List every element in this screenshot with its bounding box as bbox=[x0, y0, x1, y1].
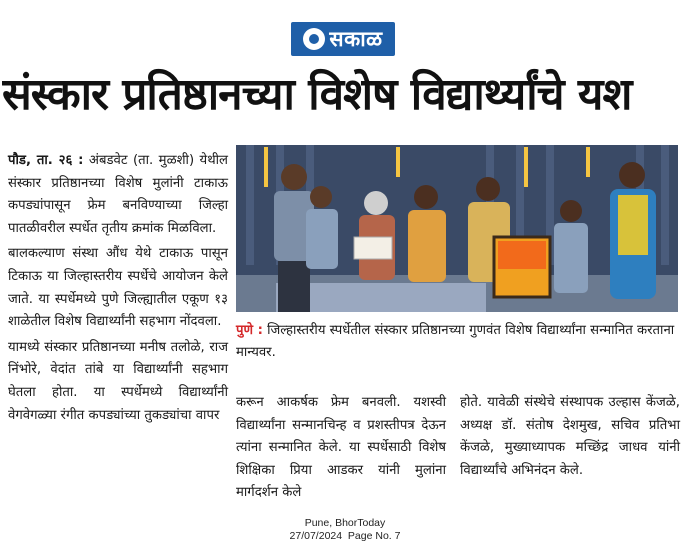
photo-caption bbox=[236, 320, 682, 364]
paragraph-1-text: अंबडवेट (ता. मुळशी) येथील संस्कार प्रतिष्ठानच्या विशेष मुलांनी टाकाऊ कपड्यांपासून फ्रेम बनविण्याच्या जिल्हा पातळीवरील स्पर्धेत तृतीय क्रमांक मिळविला. bbox=[8, 153, 228, 236]
footer-source: Pune, BhorToday bbox=[304, 517, 386, 529]
masthead-title: सकाळ bbox=[329, 27, 383, 51]
caption-place: पुणे : bbox=[236, 323, 263, 338]
article-paragraph-3: यामध्ये संस्कार प्रतिष्ठानच्या मनीष तलोळे, राज निंभोरे, वेदांत तांबे या विद्यार्थ्यांनी सहभाग घेतला होता. या स्पर्धेमध्ये विद्यार्थ्यांनी वेगवेगळ्या रंगीत कपड्यांच्या तुकड्यांचा वापर bbox=[8, 339, 228, 423]
article-photo bbox=[236, 145, 678, 312]
caption-text: जिल्हास्तरीय स्पर्धेतील संस्कार प्रतिष्ठानच्या गुणवंत विशेष विद्यार्थ्यांना सन्मानित करताना मान्यवर. bbox=[236, 323, 675, 360]
masthead-logo-icon bbox=[303, 28, 325, 50]
article-paragraph-5: होते. यावेळी संस्थेचे संस्थापक उल्हास केंजळे, अध्यक्ष डॉ. संतोष देशमुख, सचिव प्रतिभा केंजळे, मुख्याध्यापक मच्छिंद्र जाधव यांनी विद्यार्थ्यांचे अभिनंदन केले. bbox=[460, 395, 680, 478]
article-column-1 bbox=[8, 150, 228, 427]
article-column-2 bbox=[236, 392, 446, 505]
footer-date-page: 27/07/2024 Page No. 7 bbox=[289, 530, 401, 542]
article-paragraph-2: बालकल्याण संस्था औंध येथे टाकाऊ पासून टिकाऊ या जिल्हास्तरीय स्पर्धेचे आयोजन केले जाते. या स्पर्धेमध्ये पुणे जिल्ह्यातील एकूण १३ शाळेतील विशेष विद्यार्थ्यांनी सहभाग नोंदवला. bbox=[8, 246, 228, 330]
photo-illustration bbox=[236, 145, 678, 312]
article-column-3 bbox=[460, 392, 680, 482]
article-paragraph-4: करून आकर्षक फ्रेम बनवली. यशस्वी विद्यार्थ्यांना सन्मानचिन्ह व प्रशस्तीपत्र देऊन त्यांना सन्मानित केले. या स्पर्धेसाठी विशेष शिक्षिका प्रिया आडकर यांनी मुलांना मार्गदर्शन केले bbox=[236, 395, 446, 501]
page-footer bbox=[230, 517, 460, 543]
article-headline: संस्कार प्रतिष्ठानच्या विशेष विद्यार्थ्यांचे यश bbox=[2, 69, 632, 120]
article-paragraph-1 bbox=[8, 150, 228, 240]
dateline: पौड, ता. २६ : bbox=[8, 153, 84, 168]
newspaper-masthead bbox=[291, 22, 395, 56]
